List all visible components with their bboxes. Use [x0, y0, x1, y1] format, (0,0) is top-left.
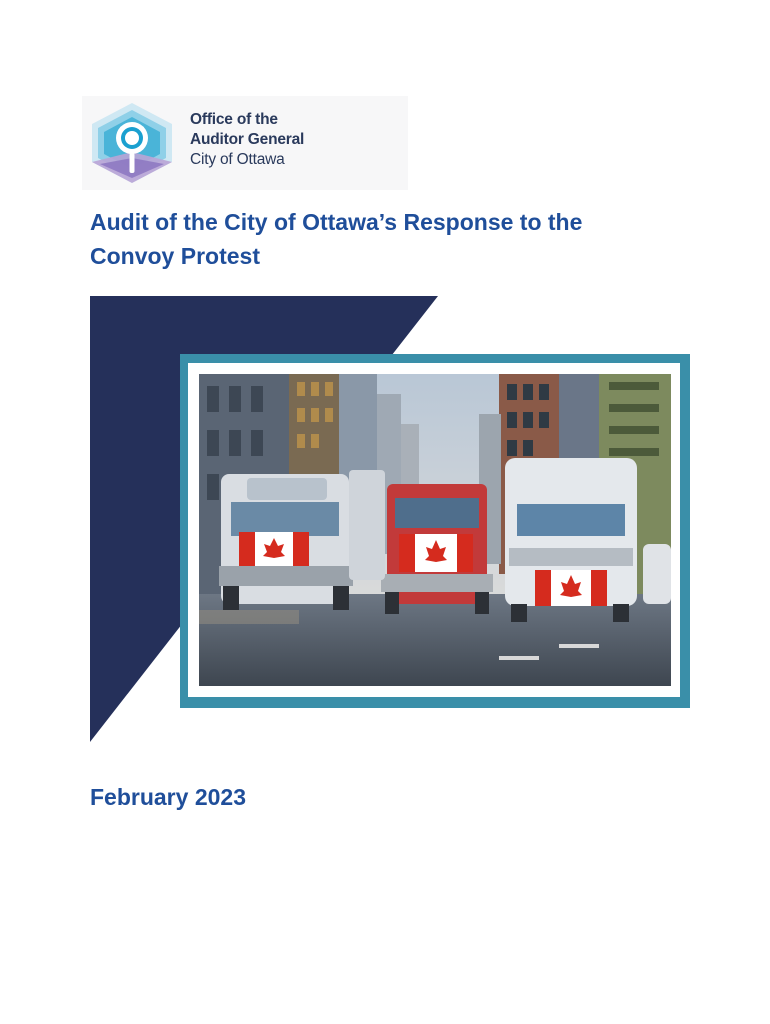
convoy-trucks-photo — [199, 374, 671, 686]
report-date: February 2023 — [90, 784, 246, 810]
report-title-line-1: Audit of the City of Ottawa’s Response to the — [90, 209, 583, 235]
auditor-general-logo — [82, 96, 408, 190]
logo-line-3: City of Ottawa — [190, 151, 285, 168]
magnifier-logo-icon — [86, 100, 178, 186]
report-title-line-2: Convoy Protest — [90, 243, 260, 269]
cover-photo-frame — [188, 363, 680, 697]
left-truck — [219, 474, 353, 610]
logo-line-1: Office of the — [190, 111, 278, 128]
middle-truck — [381, 484, 493, 614]
logo-wordmark — [190, 110, 304, 170]
logo-line-2: Auditor General — [190, 131, 305, 148]
report-title — [90, 205, 710, 273]
right-truck — [505, 458, 637, 622]
